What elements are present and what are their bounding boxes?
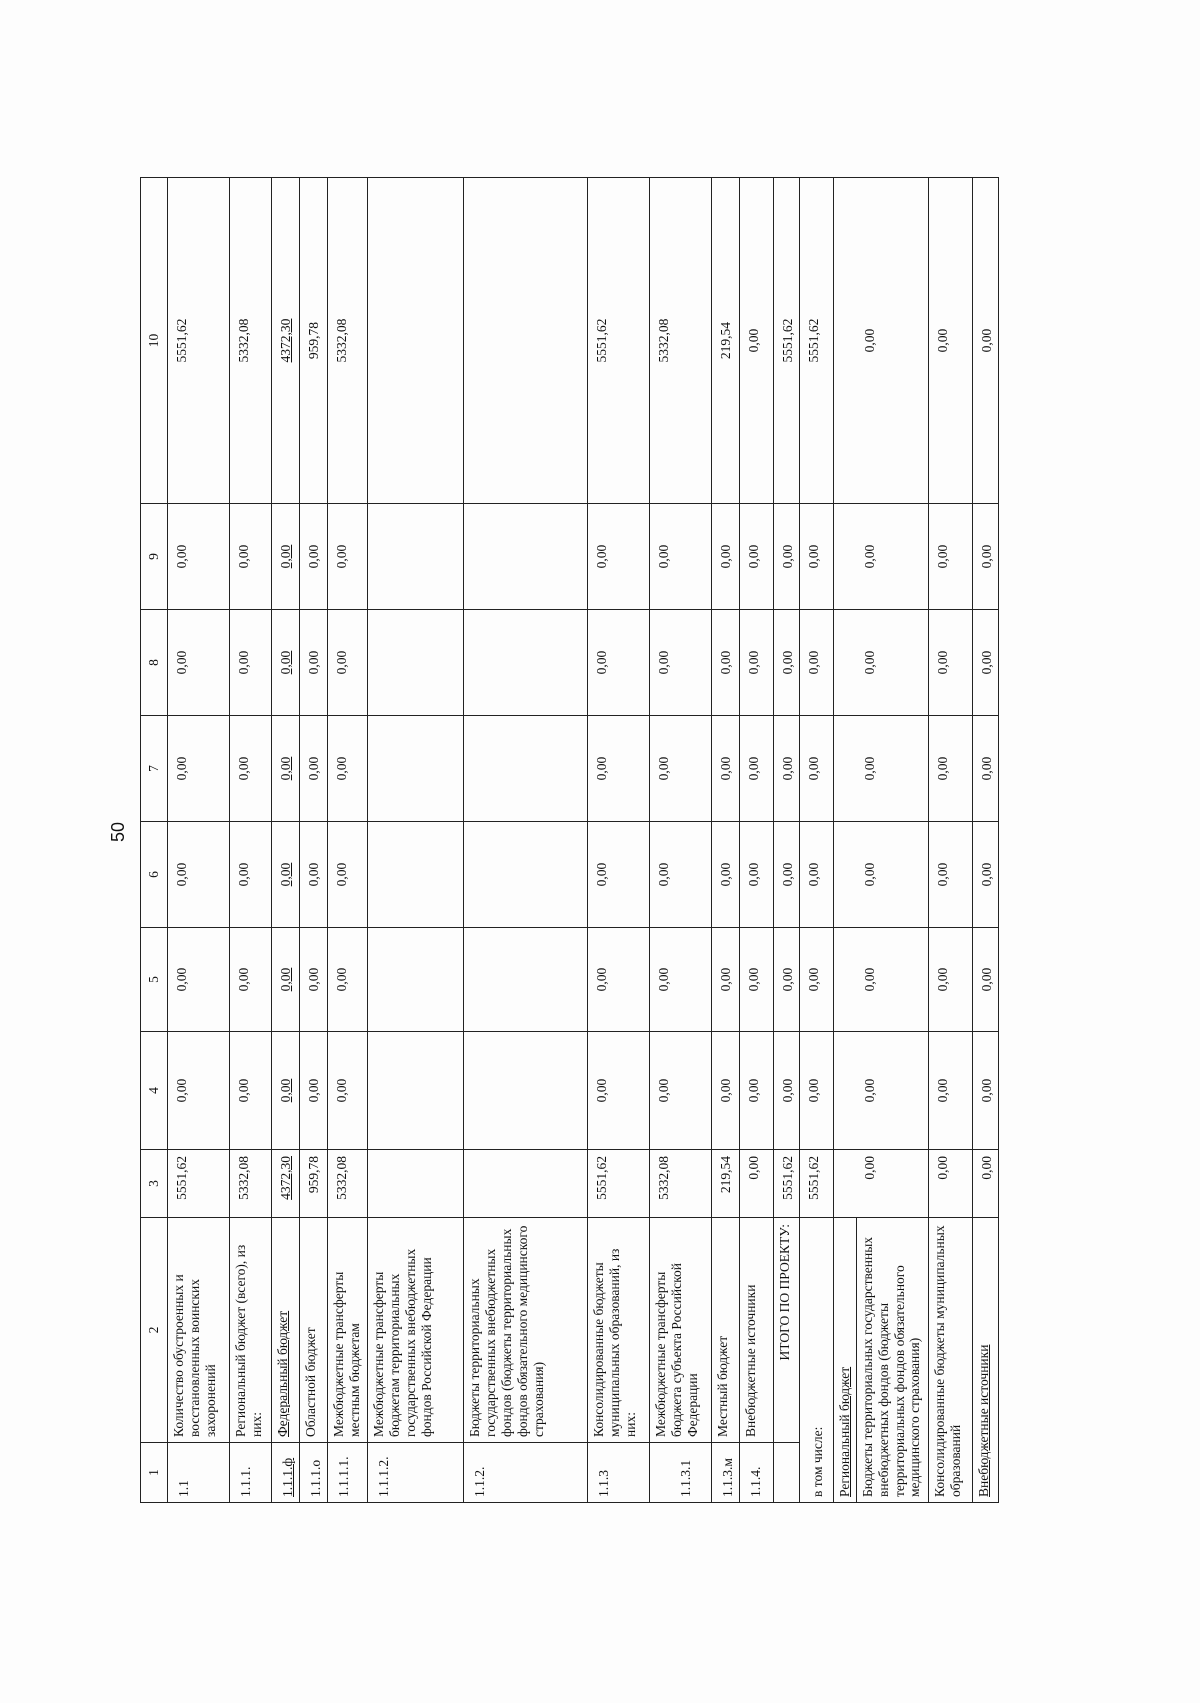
cell-value: 0,00 xyxy=(928,504,972,610)
table-row xyxy=(327,178,367,1503)
cell-value: 0,00 xyxy=(928,1150,972,1218)
cell-value: 0,00 xyxy=(711,822,739,928)
including-label: в том числе: xyxy=(799,1218,833,1503)
cell-value: 0,00 xyxy=(739,610,773,716)
table-row xyxy=(649,178,711,1503)
cell-value: 0,00 xyxy=(230,1032,272,1150)
cell-value: 0,00 xyxy=(230,822,272,928)
cell-value: 219,54 xyxy=(711,1150,739,1218)
cell-value: 0,00 xyxy=(856,178,928,504)
breakdown-row xyxy=(833,178,856,1503)
page-number: 50 xyxy=(107,821,128,843)
cell-value: 5332,08 xyxy=(230,178,272,504)
breakdown-label: Бюджеты территориальных государственных внебюджетных фондов (бюджеты территориальных фондов обязательного медицинского страхования) xyxy=(856,1218,928,1503)
col-header: 5 xyxy=(141,928,168,1032)
cell-value: 0,00 xyxy=(856,610,928,716)
cell-value: 0,00 xyxy=(856,716,928,822)
cell-value: 0,00 xyxy=(230,610,272,716)
cell-value: 0,00 xyxy=(168,504,230,610)
cell-value: 5551,62 xyxy=(587,1150,649,1218)
row-name: Федеральный бюджет xyxy=(272,1218,300,1443)
cell-value: 0,00 xyxy=(972,178,998,504)
cell-value: 0,00 xyxy=(230,504,272,610)
row-name: Количество обустроенных и восстановленных воинских захоронений xyxy=(168,1218,230,1443)
cell-value: 0,00 xyxy=(972,822,998,928)
cell-value: 0,00 xyxy=(739,928,773,1032)
breakdown-row xyxy=(972,178,998,1503)
cell-value: 0,00 xyxy=(649,822,711,928)
cell-value: 0,00 xyxy=(799,1032,833,1150)
cell-value: 0,00 xyxy=(299,610,327,716)
cell-value: 959,78 xyxy=(299,1150,327,1218)
cell-value: 0,00 xyxy=(587,610,649,716)
cell-value: 0,00 xyxy=(649,610,711,716)
cell-value: 0,00 xyxy=(327,1032,367,1150)
cell-value: 4372,30 xyxy=(272,178,300,504)
cell-value: 0,00 xyxy=(272,504,300,610)
cell-value xyxy=(833,178,856,504)
cell-value: 0,00 xyxy=(327,504,367,610)
cell-value: 0,00 xyxy=(928,610,972,716)
cell-value: 0,00 xyxy=(799,822,833,928)
total-row xyxy=(773,178,799,1503)
table-row xyxy=(168,178,230,1503)
cell-value: 0,00 xyxy=(739,822,773,928)
cell-value: 0,00 xyxy=(327,610,367,716)
cell-value: 0,00 xyxy=(972,610,998,716)
cell-value: 0,00 xyxy=(799,504,833,610)
cell-value xyxy=(463,928,587,1032)
col-header: 1 xyxy=(141,1443,168,1503)
cell-value: 0,00 xyxy=(773,716,799,822)
col-header: 6 xyxy=(141,822,168,928)
row-name: Областной бюджет xyxy=(299,1218,327,1443)
cell-value: 0,00 xyxy=(272,822,300,928)
cell-value: 5332,08 xyxy=(230,1150,272,1218)
row-code: 1.1.1.1. xyxy=(327,1443,367,1503)
cell-value: 0,00 xyxy=(773,610,799,716)
cell-value: 0,00 xyxy=(327,822,367,928)
cell-value: 0,00 xyxy=(168,1032,230,1150)
row-name: Бюджеты территориальных государственных внебюджетных фондов (бюджеты территориальных фондов обязательного медицинского страхования) xyxy=(463,1218,587,1443)
row-name: Консолидированные бюджеты муниципальных образований, из них: xyxy=(587,1218,649,1443)
cell-value: 0,00 xyxy=(972,716,998,822)
cell-value: 0,00 xyxy=(928,822,972,928)
cell-value: 0,00 xyxy=(928,178,972,504)
breakdown-label: Внебюджетные источники xyxy=(972,1218,998,1503)
cell-value: 0,00 xyxy=(799,928,833,1032)
cell-value: 0,00 xyxy=(773,504,799,610)
total-label: ИТОГО ПО ПРОЕКТУ: xyxy=(773,1218,799,1443)
cell-value xyxy=(833,504,856,610)
cell-value: 0,00 xyxy=(649,928,711,1032)
col-header: 2 xyxy=(141,1218,168,1443)
rotated-table-wrapper xyxy=(140,178,1105,1503)
cell-value: 0,00 xyxy=(168,822,230,928)
breakdown-row xyxy=(856,178,928,1503)
col-header: 3 xyxy=(141,1150,168,1218)
table-row xyxy=(299,178,327,1503)
cell-value: 5551,62 xyxy=(799,1150,833,1218)
cell-value xyxy=(833,610,856,716)
cell-value xyxy=(833,716,856,822)
cell-value: 0,00 xyxy=(972,1032,998,1150)
row-name: Межбюджетные трансферты местным бюджетам xyxy=(327,1218,367,1443)
table-row xyxy=(739,178,773,1503)
table-row xyxy=(587,178,649,1503)
cell-value: 0,00 xyxy=(272,1032,300,1150)
cell-value: 0,00 xyxy=(168,716,230,822)
col-header: 8 xyxy=(141,610,168,716)
cell-value: 0,00 xyxy=(649,1032,711,1150)
cell-value: 0,00 xyxy=(587,716,649,822)
cell-value: 0,00 xyxy=(299,1032,327,1150)
cell-value: 0,00 xyxy=(799,610,833,716)
cell-value: 0,00 xyxy=(649,504,711,610)
cell-value xyxy=(367,822,463,928)
cell-value: 0,00 xyxy=(799,716,833,822)
cell-value: 0,00 xyxy=(711,1032,739,1150)
cell-value: 0,00 xyxy=(299,928,327,1032)
cell-value: 0,00 xyxy=(972,1150,998,1218)
breakdown-label: Региональный бюджет xyxy=(833,1218,856,1503)
cell-value xyxy=(367,504,463,610)
cell-value: 5551,62 xyxy=(587,178,649,504)
cell-value: 0,00 xyxy=(711,716,739,822)
cell-value: 0,00 xyxy=(972,928,998,1032)
breakdown-label: Консолидированные бюджеты муниципальных образований xyxy=(928,1218,972,1503)
cell-value xyxy=(833,928,856,1032)
table-row xyxy=(367,178,463,1503)
row-code: 1.1.2. xyxy=(463,1443,587,1503)
cell-value: 0,00 xyxy=(773,1032,799,1150)
cell-value: 0,00 xyxy=(711,928,739,1032)
col-header: 10 xyxy=(141,178,168,504)
cell-value: 0,00 xyxy=(856,1032,928,1150)
table-row xyxy=(272,178,300,1503)
cell-value: 0,00 xyxy=(299,716,327,822)
cell-value xyxy=(367,178,463,504)
cell-value: 0,00 xyxy=(711,504,739,610)
cell-value: 5332,08 xyxy=(649,1150,711,1218)
cell-value: 0,00 xyxy=(928,716,972,822)
cell-value: 5551,62 xyxy=(799,178,833,504)
header-row xyxy=(141,178,168,1503)
cell-value: 0,00 xyxy=(587,504,649,610)
cell-value xyxy=(463,504,587,610)
cell-value: 0,00 xyxy=(773,928,799,1032)
total-code-cell xyxy=(773,1443,799,1503)
cell-value xyxy=(833,822,856,928)
cell-value xyxy=(367,716,463,822)
cell-value xyxy=(463,610,587,716)
cell-value: 5551,62 xyxy=(168,178,230,504)
row-code: 1.1 xyxy=(168,1443,230,1503)
cell-value: 0,00 xyxy=(739,1150,773,1218)
cell-value: 5551,62 xyxy=(773,178,799,504)
cell-value: 0,00 xyxy=(272,928,300,1032)
cell-value: 0,00 xyxy=(928,1032,972,1150)
cell-value: 0,00 xyxy=(856,1150,928,1218)
row-code: 1.1.1.2. xyxy=(367,1443,463,1503)
cell-value: 0,00 xyxy=(649,716,711,822)
breakdown-row xyxy=(928,178,972,1503)
cell-value: 0,00 xyxy=(299,822,327,928)
col-header: 9 xyxy=(141,504,168,610)
cell-value: 0,00 xyxy=(739,716,773,822)
cell-value: 0,00 xyxy=(856,504,928,610)
row-code: 1.1.1.о xyxy=(299,1443,327,1503)
cell-value xyxy=(463,822,587,928)
col-header: 4 xyxy=(141,1032,168,1150)
cell-value: 0,00 xyxy=(327,716,367,822)
cell-value xyxy=(367,928,463,1032)
row-name: Межбюджетные трансферты бюджетам территориальных государственных внебюджетных фондов Российской Федерации xyxy=(367,1218,463,1443)
cell-value xyxy=(833,1032,856,1150)
row-name: Местный бюджет xyxy=(711,1218,739,1443)
row-code: 1.1.1.ф xyxy=(272,1443,300,1503)
row-code: 1.1.3 xyxy=(587,1443,649,1503)
cell-value xyxy=(463,716,587,822)
cell-value: 0,00 xyxy=(230,716,272,822)
table-row xyxy=(230,178,272,1503)
cell-value: 5551,62 xyxy=(168,1150,230,1218)
row-code: 1.1.3.1 xyxy=(649,1443,711,1503)
row-name: Региональный бюджет (всего), из них: xyxy=(230,1218,272,1443)
row-code: 1.1.4. xyxy=(739,1443,773,1503)
cell-value: 0,00 xyxy=(272,610,300,716)
cell-value: 0,00 xyxy=(739,1032,773,1150)
budget-table xyxy=(140,177,999,1503)
cell-value: 0,00 xyxy=(299,504,327,610)
row-name: Межбюджетные трансферты бюджета субъекта Российской Федерации xyxy=(649,1218,711,1443)
cell-value: 0,00 xyxy=(327,928,367,1032)
cell-value xyxy=(833,1150,856,1218)
cell-value: 5332,08 xyxy=(327,1150,367,1218)
cell-value: 5332,08 xyxy=(327,178,367,504)
cell-value: 0,00 xyxy=(856,822,928,928)
cell-value: 0,00 xyxy=(711,610,739,716)
cell-value: 0,00 xyxy=(773,822,799,928)
cell-value: 0,00 xyxy=(168,928,230,1032)
cell-value: 4372,30 xyxy=(272,1150,300,1218)
row-code: 1.1.1. xyxy=(230,1443,272,1503)
cell-value xyxy=(367,610,463,716)
cell-value: 959,78 xyxy=(299,178,327,504)
cell-value: 0,00 xyxy=(587,928,649,1032)
cell-value xyxy=(367,1150,463,1218)
table-row xyxy=(463,178,587,1503)
cell-value xyxy=(367,1032,463,1150)
cell-value xyxy=(463,1032,587,1150)
cell-value: 0,00 xyxy=(739,178,773,504)
cell-value: 0,00 xyxy=(739,504,773,610)
row-code: 1.1.3.м xyxy=(711,1443,739,1503)
cell-value: 5551,62 xyxy=(773,1150,799,1218)
cell-value: 0,00 xyxy=(972,504,998,610)
cell-value: 0,00 xyxy=(168,610,230,716)
including-row xyxy=(799,178,833,1503)
row-name: Внебюджетные источники xyxy=(739,1218,773,1443)
cell-value: 5332,08 xyxy=(649,178,711,504)
cell-value: 0,00 xyxy=(587,822,649,928)
cell-value: 0,00 xyxy=(272,716,300,822)
cell-value: 0,00 xyxy=(928,928,972,1032)
cell-value: 0,00 xyxy=(587,1032,649,1150)
col-header: 7 xyxy=(141,716,168,822)
cell-value: 0,00 xyxy=(856,928,928,1032)
cell-value xyxy=(463,178,587,504)
cell-value: 219,54 xyxy=(711,178,739,504)
table-row xyxy=(711,178,739,1503)
cell-value xyxy=(463,1150,587,1218)
cell-value: 0,00 xyxy=(230,928,272,1032)
